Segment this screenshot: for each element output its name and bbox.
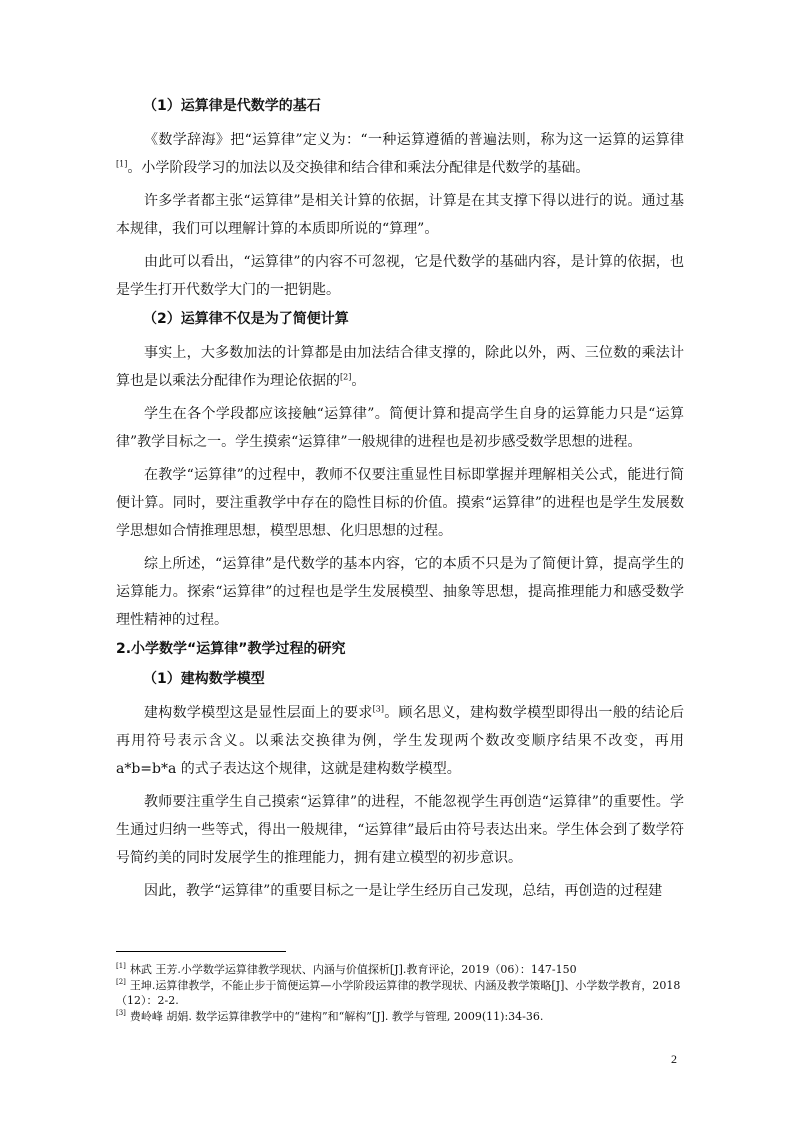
footnote-mark: [2] <box>116 978 126 987</box>
footnote <box>116 1009 684 1024</box>
text-run: 在教学“运算律”的过程中，教师不仅要注重显性目标即掌握并理解相关公式，能进行简便计算。同时，要注重教学中存在的隐性目标的价值。摸索“运算律”的进程也是学生发展数学思想如合情推理思想，模型思想、化归思想的过程。 <box>116 467 684 539</box>
footnote-mark: [3] <box>116 1009 126 1018</box>
page-number: 2 <box>671 1052 677 1066</box>
text-run: 学生在各个学段都应该接触“运算律”。简便计算和提高学生自身的运算能力只是“运算律”教学目标之一。学生摸索“运算律”一般规律的进程也是初步感受数学思想的进程。 <box>116 406 684 450</box>
section-heading: （1）运算律是代数学的基石 <box>143 98 321 114</box>
text-run: 由此可以看出，“运算律”的内容不可忽视，它是代数学的基础内容，是计算的依据，也是学生打开代数学大门的一把钥匙。 <box>116 254 684 298</box>
citation-mark[interactable]: [3] <box>372 704 384 714</box>
section-heading: （2）运算律不仅是为了简便计算 <box>143 311 349 327</box>
paragraph <box>116 461 684 545</box>
paragraph <box>116 248 684 304</box>
footnote <box>116 978 684 1008</box>
text-run: 《数学辞海》把“运算律”定义为：“一种运算遵循的普遍法则，称为这一运算的运算律 <box>144 132 684 148</box>
text-run: 因此，教学“运算律”的重要目标之一是让学生经历自己发现，总结，再创造的过程建 <box>144 883 663 899</box>
section-heading: 2.小学数学“运算律”教学过程的研究 <box>116 641 346 657</box>
paragraph <box>116 550 684 634</box>
text-run: 许多学者都主张“运算律”是相关计算的依据，计算是在其支撑下得以进行的说。通过基本规律，我们可以理解计算的本质即所说的“算理”。 <box>116 193 684 237</box>
paragraph <box>116 339 684 395</box>
paragraph <box>116 187 684 243</box>
paragraph <box>116 126 684 182</box>
footnote <box>116 962 684 977</box>
paragraph <box>116 699 684 783</box>
footnote-separator <box>116 951 286 952</box>
paragraph <box>116 877 684 905</box>
footnote-text: 费岭峰 胡娟. 数学运算律教学中的“建构”和“解构”[J]. 教学与管理, 2009(11):34-36. <box>129 1010 544 1023</box>
citation-mark[interactable]: [1] <box>116 159 128 169</box>
text-run: 。顾名思义，建构数学模型即得出一般的结论后再用符号表示含义。以乘法交换律为例，学生发现两个数改变顺序结果不改变，再用 a*b=b*a 的式子表达这个规律，这就是建构数学模型。 <box>116 705 685 777</box>
text-run: 教师要注重学生自己摸索“运算律”的进程，不能忽视学生再创造“运算律”的重要性。学生通过归纳一些等式，得出一般规律，“运算律”最后由符号表达出来。学生体会到了数学符号简约美的同时发展学生的推理能力，拥有建立模型的初步意识。 <box>116 794 684 866</box>
footnote-text: 王坤.运算律教学，不能止步于简便运算—小学阶段运算律的教学现状、内涵及教学策略[J]、小学数学教育，2018（12）：2-2. <box>116 979 681 1007</box>
section-heading: （1）建构数学模型 <box>143 671 265 687</box>
footnote-text: 林武 王芳.小学数学运算律教学现状、内涵与价值探析[J].教育评论，2019（06）：147-150 <box>129 963 577 976</box>
paragraph <box>116 400 684 456</box>
footnotes <box>116 962 684 1025</box>
footnote-mark: [1] <box>116 962 126 971</box>
text-run: 。小学阶段学习的加法以及交换律和结合律和乘法分配律是代数学的基础。 <box>127 160 590 176</box>
paragraph <box>116 788 684 872</box>
body-text <box>116 96 684 910</box>
text-run: 建构数学模型这是显性层面上的要求 <box>144 705 373 721</box>
text-run: 事实上，大多数加法的计算都是由加法结合律支撑的，除此以外，两、三位数的乘法计算也是以乘法分配律作为理论依据的 <box>116 345 684 389</box>
text-run: 综上所述，“运算律”是代数学的基本内容，它的本质不只是为了简便计算，提高学生的运算能力。探索“运算律”的过程也是学生发展模型、抽象等思想，提高推理能力和感受数学理性精神的过程。 <box>116 556 684 628</box>
citation-mark[interactable]: [2] <box>340 372 352 382</box>
text-run: 。 <box>351 373 366 389</box>
